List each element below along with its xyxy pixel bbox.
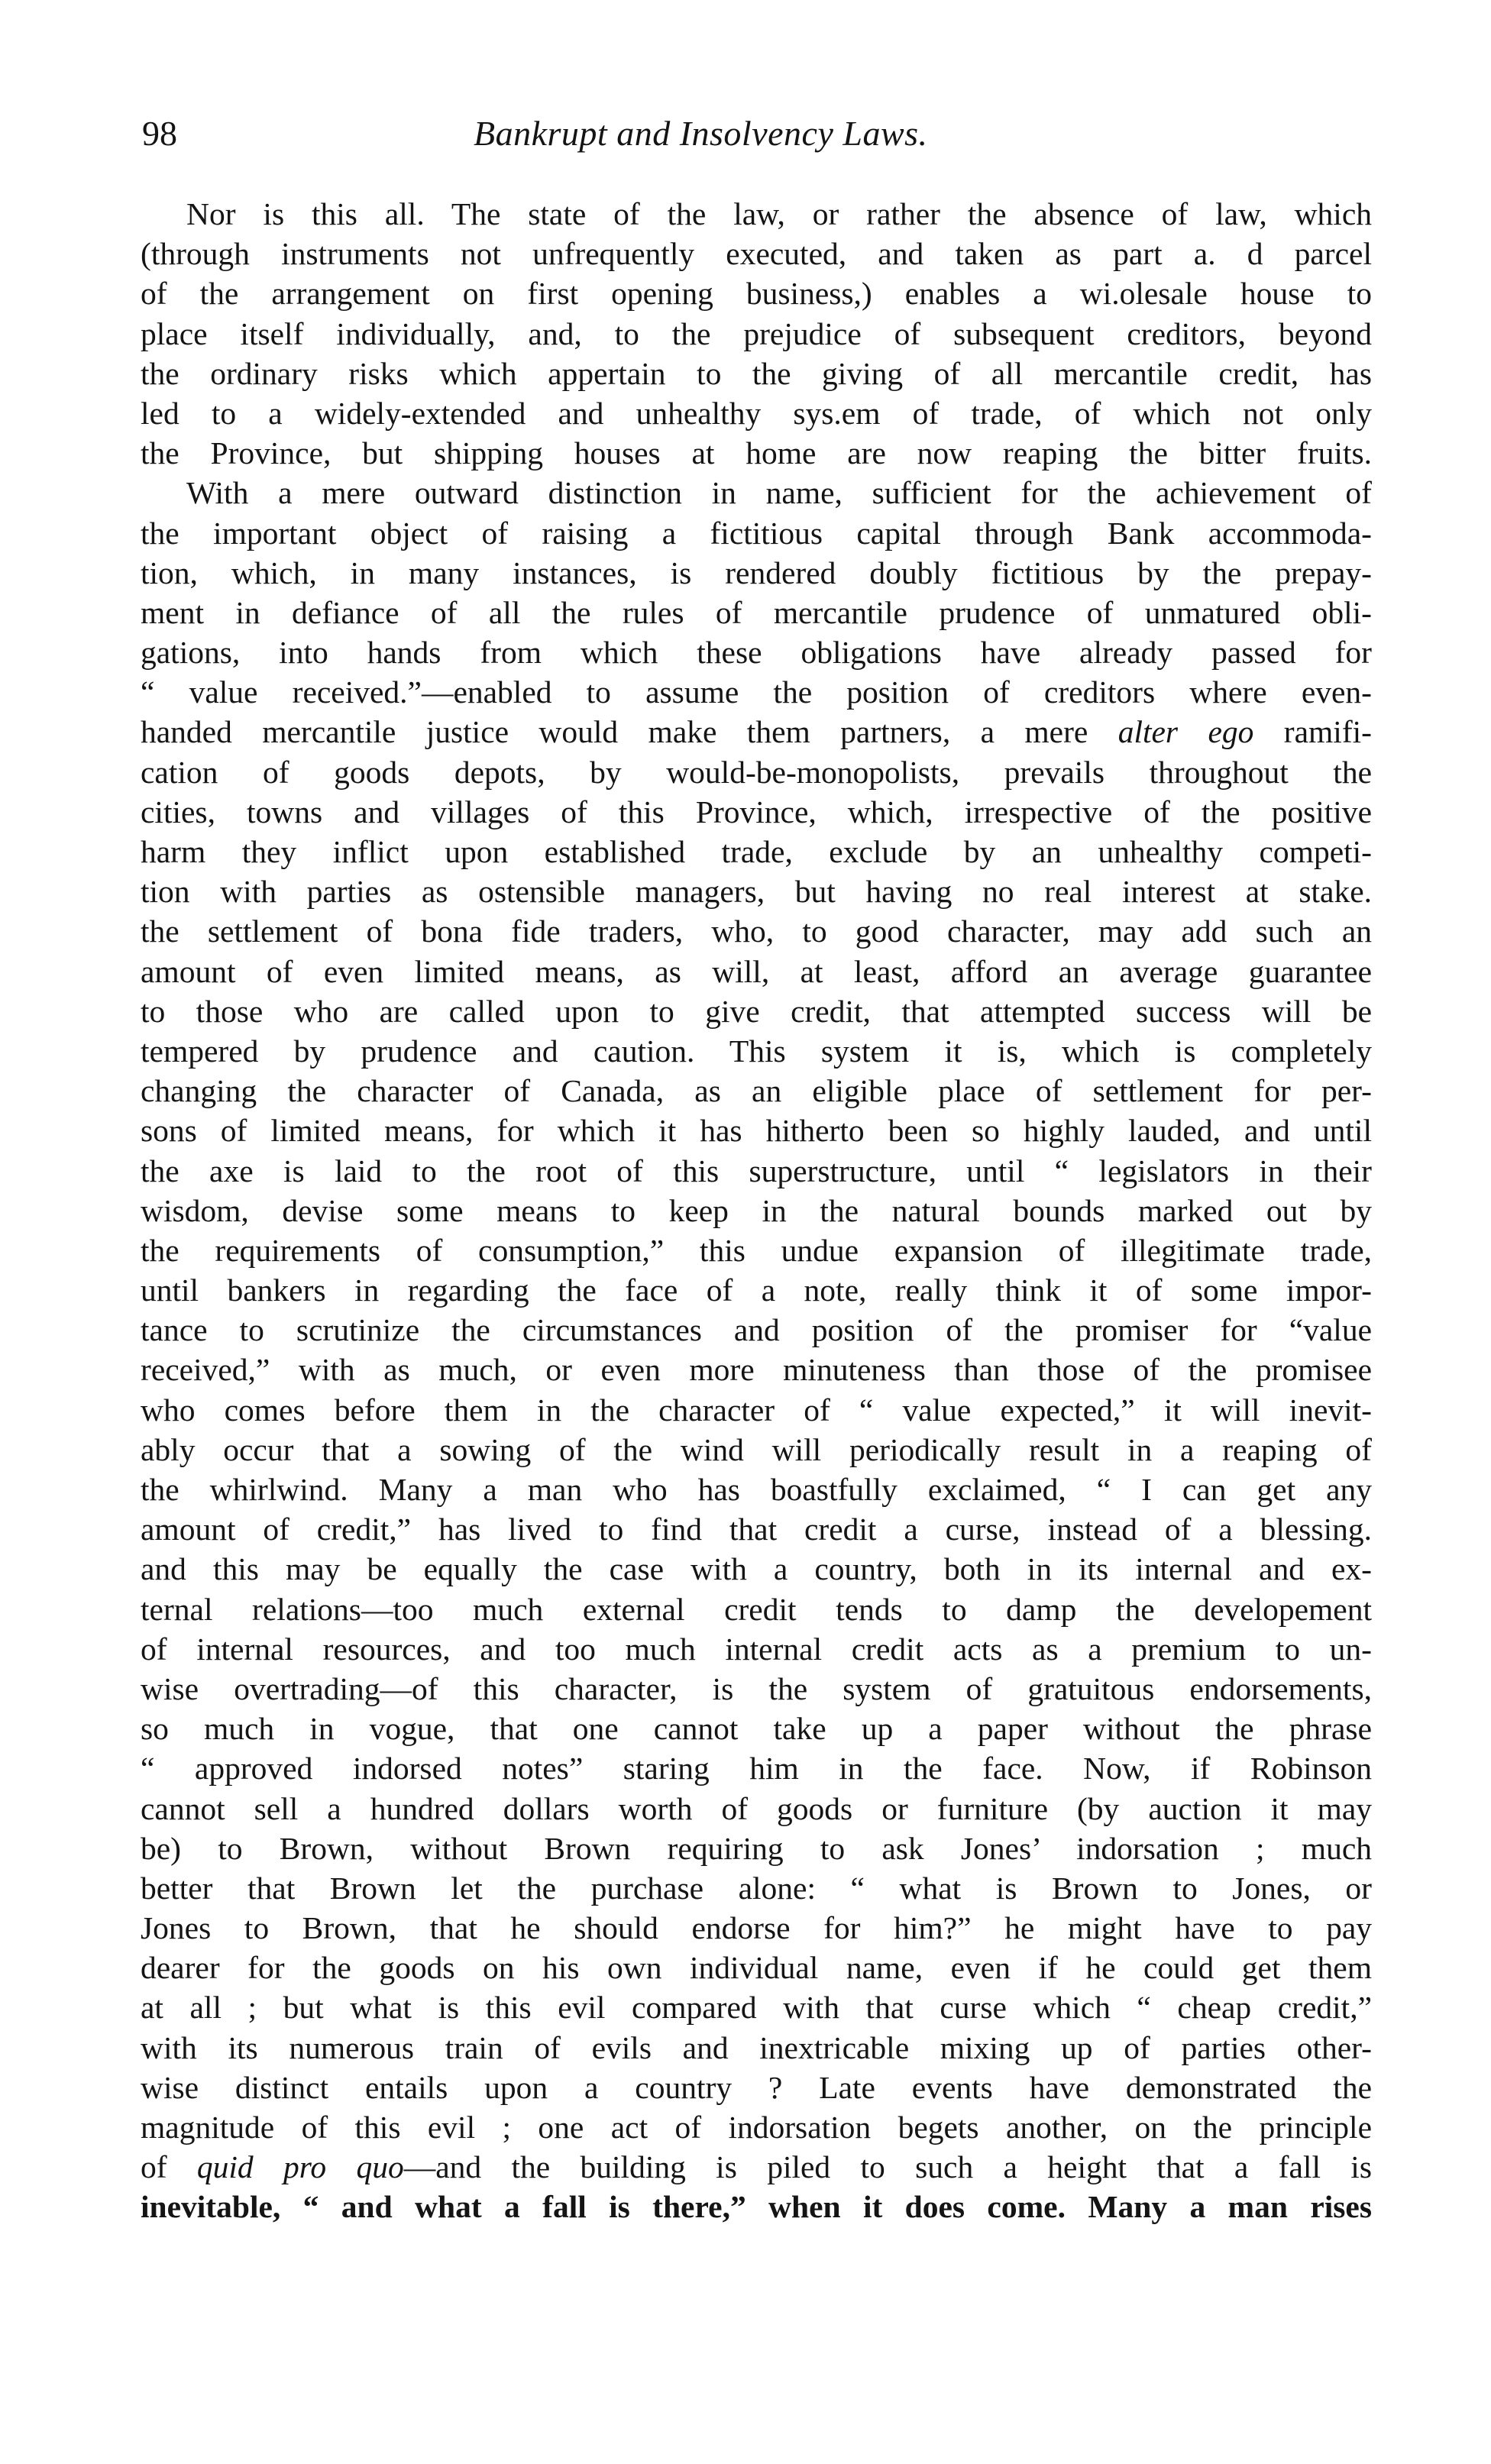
- text-line: ternal relations—too much external credit tends to damp the developement: [141, 1591, 1372, 1627]
- text-line: Jones to Brown, that he should endorse for him?” he might have to pay: [141, 1910, 1372, 1946]
- text-line: sons of limited means, for which it has hitherto been so highly lauded, and until: [141, 1113, 1372, 1149]
- italic-term: alter ego: [1117, 714, 1254, 750]
- text-line: cation of goods depots, by would-be-monopolists, prevails throughout the: [141, 754, 1372, 790]
- text-line: amount of even limited means, as will, at least, afford an average guarantee: [141, 953, 1372, 989]
- text-line: tion with parties as ostensible managers, but having no real interest at stake.: [141, 874, 1372, 910]
- text-line: the important object of raising a fictitious capital through Bank accommoda-: [141, 515, 1372, 551]
- text-line: tion, which, in many instances, is rendered doubly fictitious by the prepay-: [141, 555, 1372, 590]
- text-line: cities, towns and villages of this Province, which, irrespective of the positive: [141, 794, 1372, 829]
- text-line: tempered by prudence and caution. This system it is, which is completely: [141, 1033, 1372, 1069]
- text-line: and this may be equally the case with a country, both in its internal and ex-: [141, 1551, 1372, 1587]
- text-line: wisdom, devise some means to keep in the natural bounds marked out by: [141, 1192, 1372, 1228]
- text-line: the settlement of bona fide traders, who, to good character, may add such an: [141, 913, 1372, 949]
- text-line: “ value received.”—enabled to assume the position of creditors where even-: [141, 674, 1372, 710]
- text-line: of internal resources, and too much internal credit acts as a premium to un-: [141, 1631, 1372, 1667]
- text-line: who comes before them in the character of “ value expected,” it will inevit-: [141, 1392, 1372, 1428]
- text-line: at all ; but what is this evil compared with that curse which “ cheap credit,”: [141, 1990, 1372, 2026]
- text-line: amount of credit,” has lived to find that credit a curse, instead of a blessing.: [141, 1512, 1372, 1547]
- text-line: the axe is laid to the root of this superstructure, until “ legislators in their: [141, 1153, 1372, 1188]
- text-line: tance to scrutinize the circumstances and position of the promiser for “value: [141, 1312, 1372, 1348]
- text-line: cannot sell a hundred dollars worth of goods or furniture (by auction it may: [141, 1790, 1372, 1826]
- text-line: to those who are called upon to give credit, that attempted success will be: [141, 993, 1372, 1029]
- text-line: wise overtrading—of this character, is the system of gratuitous endorsements,: [141, 1670, 1372, 1706]
- text-line: received,” with as much, or even more minuteness than those of the promisee: [141, 1352, 1372, 1388]
- text-line: changing the character of Canada, as an eligible place of settlement for per-: [141, 1073, 1372, 1109]
- text-line: inevitable, “ and what a fall is there,” when it does come. Many a man rises: [141, 2189, 1372, 2225]
- text-line: With a mere outward distinction in name, sufficient for the achievement of: [186, 475, 1372, 511]
- text-line: handed mercantile justice would make them partners, a mere alter ego ramifi-: [141, 714, 1372, 750]
- page-number: 98: [142, 114, 177, 153]
- body-text: [141, 194, 1372, 2227]
- italic-term: quid pro quo: [196, 2149, 404, 2185]
- text-line: ment in defiance of all the rules of mercantile prudence of unmatured obli-: [141, 594, 1372, 630]
- text-line: the whirlwind. Many a man who has boastfully exclaimed, “ I can get any: [141, 1472, 1372, 1507]
- text-line: ably occur that a sowing of the wind will periodically result in a reaping of: [141, 1431, 1372, 1467]
- text-line: Nor is this all. The state of the law, or rather the absence of law, which: [186, 196, 1372, 231]
- text-line: be) to Brown, without Brown requiring to ask Jones’ indorsation ; much: [141, 1830, 1372, 1866]
- text-line: magnitude of this evil ; one act of indorsation begets another, on the principle: [141, 2110, 1372, 2145]
- text-line: with its numerous train of evils and inextricable mixing up of parties other-: [141, 2029, 1372, 2065]
- text-line: the Province, but shipping houses at home are now reaping the bitter fruits.: [141, 435, 1372, 471]
- text-line: gations, into hands from which these obligations have already passed for: [141, 635, 1372, 671]
- text-line: “ approved indorsed notes” staring him in the face. Now, if Robinson: [141, 1751, 1372, 1787]
- text-line: harm they inflict upon established trade, exclude by an unhealthy competi-: [141, 834, 1372, 869]
- text-line: of quid pro quo—and the building is piled to such a height that a fall is: [141, 2149, 1372, 2185]
- text-line: better that Brown let the purchase alone: “ what is Brown to Jones, or: [141, 1870, 1372, 1906]
- text-line: the requirements of consumption,” this undue expansion of illegitimate trade,: [141, 1232, 1372, 1268]
- text-line: of the arrangement on first opening business,) enables a wi.olesale house to: [141, 276, 1372, 312]
- text-line: place itself individually, and, to the prejudice of subsequent creditors, beyond: [141, 315, 1372, 351]
- text-line: led to a widely-extended and unhealthy sys.em of trade, of which not only: [141, 395, 1372, 431]
- text-line: wise distinct entails upon a country ? Late events have demonstrated the: [141, 2069, 1372, 2105]
- text-line: dearer for the goods on his own individual name, even if he could get them: [141, 1950, 1372, 1986]
- running-head: [137, 107, 1436, 160]
- text-line: so much in vogue, that one cannot take up a paper without the phrase: [141, 1711, 1372, 1747]
- text-line: the ordinary risks which appertain to the giving of all mercantile credit, has: [141, 355, 1372, 391]
- text-line: (through instruments not unfrequently executed, and taken as part a. d parcel: [141, 236, 1372, 272]
- text-line: until bankers in regarding the face of a note, really think it of some impor-: [141, 1272, 1372, 1308]
- running-title: Bankrupt and Insolvency Laws.: [474, 114, 928, 153]
